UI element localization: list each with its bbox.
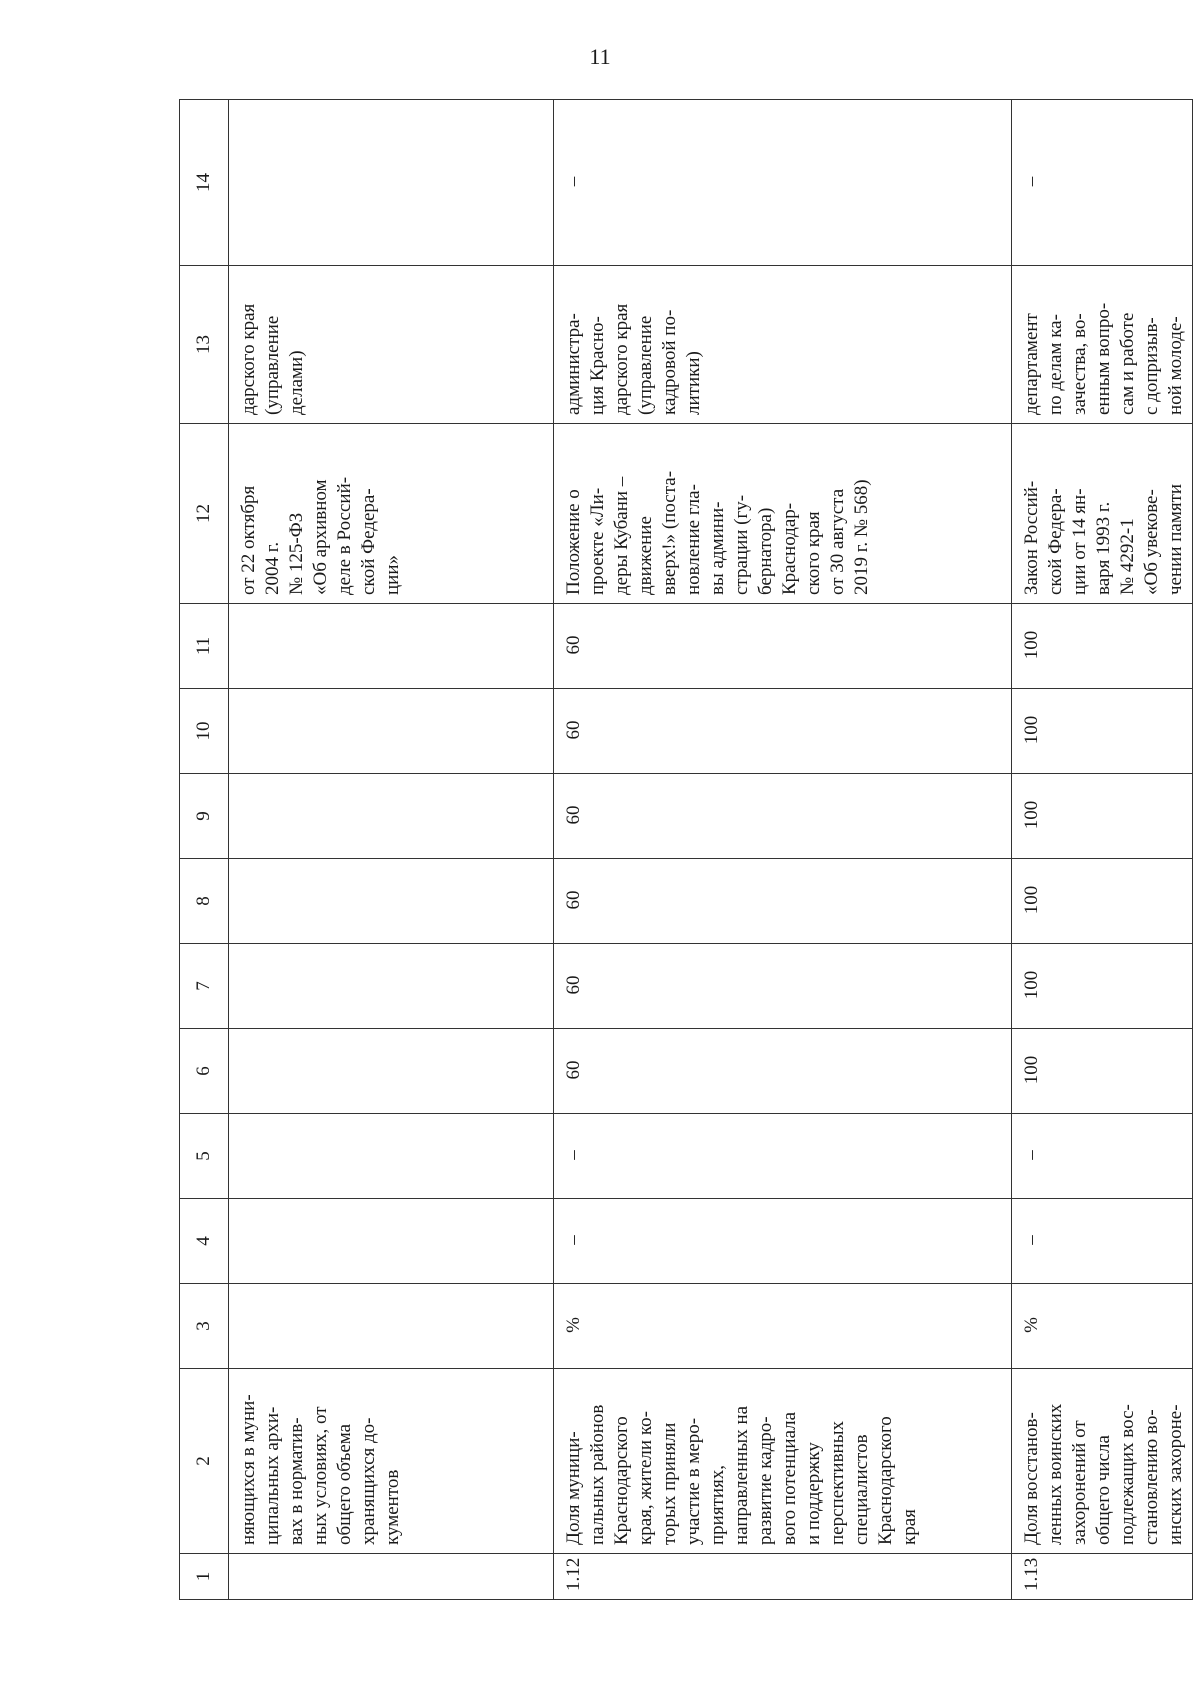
legal-basis-cell: Положение о проекте «Ли- деры Кубани – движение вверх!» (поста- новление гла- вы админи- страции (гу- бернатора) Краснодар- ского края от 30 августа 2019 г. № 568)	[554, 424, 1012, 604]
header-cell: 11	[180, 604, 229, 689]
header-cell: 1	[180, 1554, 229, 1600]
header-cell: 14	[180, 100, 229, 266]
value-cell: –	[1012, 1199, 1193, 1284]
value-cell: 60	[554, 1029, 1012, 1114]
header-cell: 8	[180, 859, 229, 944]
value-cell: 100	[1012, 1029, 1193, 1114]
value-cell	[229, 604, 554, 689]
table-row	[229, 100, 554, 1600]
value-cell	[229, 1199, 554, 1284]
row-number-cell: 1.13	[1012, 1554, 1193, 1600]
value-cell: 100	[1012, 944, 1193, 1029]
responsible-body-cell: дарского края (управление делами)	[229, 266, 554, 424]
value-cell: 100	[1012, 689, 1193, 774]
page-number: 11	[589, 44, 611, 69]
value-cell: 60	[554, 689, 1012, 774]
value-cell	[229, 1029, 554, 1114]
value-cell: 100	[1012, 859, 1193, 944]
value-cell	[229, 689, 554, 774]
legal-basis-cell: от 22 октября 2004 г. № 125-ФЗ «Об архивном деле в Россий- ской Федера- ции»	[229, 424, 554, 604]
header-cell: 10	[180, 689, 229, 774]
value-cell	[229, 944, 554, 1029]
value-cell: 60	[554, 944, 1012, 1029]
note-cell: –	[1012, 100, 1193, 266]
indicator-name-cell: Доля муници- пальных районов Краснодарского края, жители ко- торых приняли участие в меро- приятиях, направленных на развитие кадро- вого потенциала и поддержку перспективных специалистов Краснодарского края	[554, 1369, 1012, 1554]
unit-cell: %	[554, 1284, 1012, 1369]
row-number-cell: 1.12	[554, 1554, 1012, 1600]
header-cell: 5	[180, 1114, 229, 1199]
header-cell: 12	[180, 424, 229, 604]
value-cell	[229, 859, 554, 944]
header-cell: 9	[180, 774, 229, 859]
value-cell	[229, 1114, 554, 1199]
legal-basis-cell: Закон Россий- ской Федера- ции от 14 ян- варя 1993 г. № 4292-1 «Об увекове- чении памяти	[1012, 424, 1193, 604]
note-cell	[229, 100, 554, 266]
value-cell: –	[554, 1114, 1012, 1199]
indicator-name-cell: няющихся в муни- ципальных архи- вах в норматив- ных условиях, от общего объема хранящихся до- кументов	[229, 1369, 554, 1554]
value-cell	[229, 774, 554, 859]
value-cell: 60	[554, 859, 1012, 944]
indicators-table	[179, 99, 1193, 1600]
value-cell: –	[554, 1199, 1012, 1284]
responsible-body-cell: департамент по делам ка- зачества, во- енным вопро- сам и работе с допризыв- ной молоде-	[1012, 266, 1193, 424]
value-cell: 100	[1012, 774, 1193, 859]
header-cell: 13	[180, 266, 229, 424]
value-cell: 60	[554, 774, 1012, 859]
header-row	[180, 100, 229, 1600]
table-row	[554, 100, 1012, 1600]
header-cell: 7	[180, 944, 229, 1029]
note-cell: –	[554, 100, 1012, 266]
value-cell: –	[1012, 1114, 1193, 1199]
value-cell: 60	[554, 604, 1012, 689]
table-row	[1012, 100, 1193, 1600]
header-cell: 6	[180, 1029, 229, 1114]
row-number-cell	[229, 1554, 554, 1600]
responsible-body-cell: администра- ция Красно- дарского края (управление кадровой по- литики)	[554, 266, 1012, 424]
header-cell: 2	[180, 1369, 229, 1554]
value-cell: 100	[1012, 604, 1193, 689]
unit-cell	[229, 1284, 554, 1369]
unit-cell: %	[1012, 1284, 1193, 1369]
indicator-name-cell: Доля восстанов- ленных воинских захоронений от общего числа подлежащих вос- становлению во- инских захороне-	[1012, 1369, 1193, 1554]
header-cell: 4	[180, 1199, 229, 1284]
header-cell: 3	[180, 1284, 229, 1369]
rotated-table-wrapper	[179, 100, 1186, 1600]
